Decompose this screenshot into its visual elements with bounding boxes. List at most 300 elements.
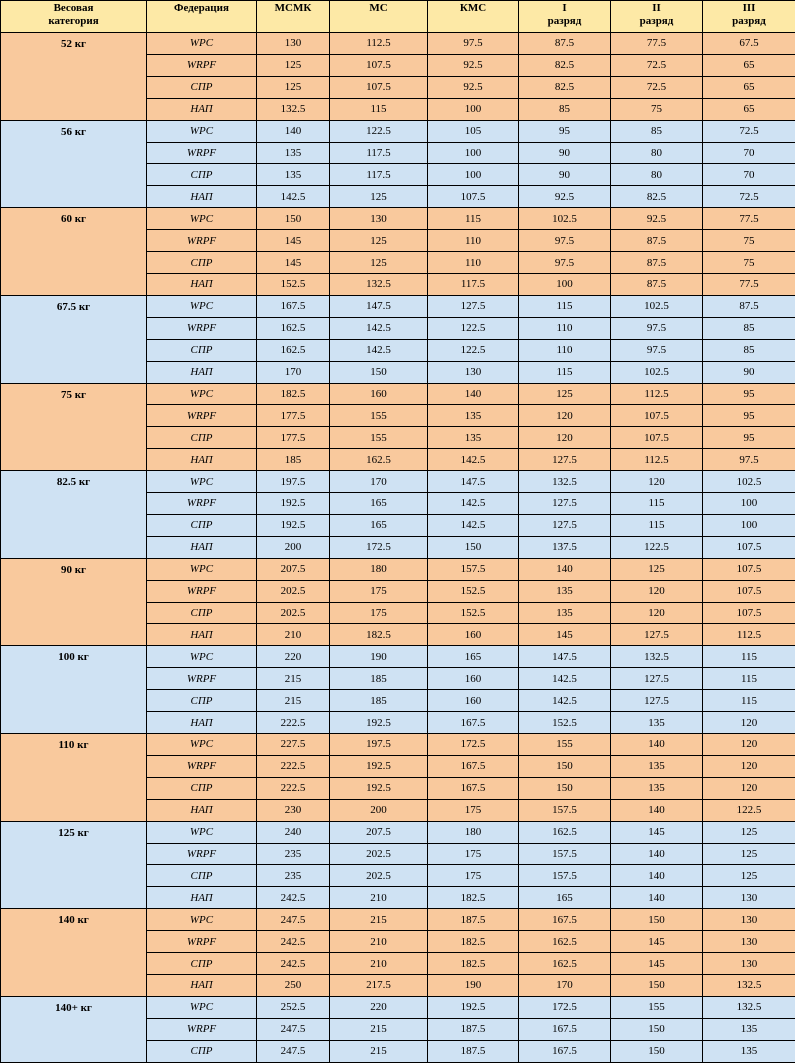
value-cell: 145	[611, 821, 703, 843]
federation-cell: НАП	[147, 361, 257, 383]
value-cell: 125	[703, 865, 795, 887]
value-cell: 82.5	[611, 186, 703, 208]
value-cell: 172.5	[330, 536, 428, 558]
value-cell: 192.5	[330, 777, 428, 799]
value-cell: 112.5	[611, 383, 703, 405]
value-cell: 77.5	[703, 273, 795, 295]
value-cell: 120	[703, 755, 795, 777]
value-cell: 182.5	[428, 953, 519, 975]
value-cell: 77.5	[703, 208, 795, 230]
weight-category: 90 кг	[1, 558, 147, 646]
value-cell: 215	[330, 1040, 428, 1062]
value-cell: 150	[257, 208, 330, 230]
value-cell: 100	[428, 142, 519, 164]
value-cell: 135	[703, 1040, 795, 1062]
value-cell: 145	[611, 953, 703, 975]
table-body	[1, 33, 795, 1063]
value-cell: 70	[703, 142, 795, 164]
value-cell: 97.5	[611, 339, 703, 361]
value-cell: 107.5	[703, 602, 795, 624]
value-cell: 125	[611, 558, 703, 580]
value-cell: 87.5	[611, 273, 703, 295]
value-cell: 112.5	[330, 33, 428, 55]
federation-cell: НАП	[147, 98, 257, 120]
value-cell: 100	[428, 164, 519, 186]
federation-cell: WRPF	[147, 843, 257, 865]
federation-cell: WPC	[147, 208, 257, 230]
value-cell: 247.5	[257, 1040, 330, 1062]
value-cell: 120	[611, 471, 703, 493]
federation-cell: СПР	[147, 690, 257, 712]
value-cell: 67.5	[703, 33, 795, 55]
value-cell: 122.5	[428, 339, 519, 361]
value-cell: 180	[428, 821, 519, 843]
value-cell: 110	[519, 317, 611, 339]
value-cell: 107.5	[330, 54, 428, 76]
federation-cell: НАП	[147, 186, 257, 208]
federation-cell: WRPF	[147, 668, 257, 690]
federation-cell: СПР	[147, 76, 257, 98]
value-cell: 100	[428, 98, 519, 120]
federation-cell: WPC	[147, 821, 257, 843]
value-cell: 185	[257, 449, 330, 471]
weight-category: 100 кг	[1, 646, 147, 734]
value-cell: 170	[330, 471, 428, 493]
value-cell: 182.5	[330, 624, 428, 646]
value-cell: 150	[330, 361, 428, 383]
value-cell: 167.5	[428, 777, 519, 799]
value-cell: 147.5	[330, 295, 428, 317]
value-cell: 210	[330, 931, 428, 953]
value-cell: 135	[257, 164, 330, 186]
value-cell: 140	[611, 734, 703, 756]
value-cell: 162.5	[519, 931, 611, 953]
value-cell: 65	[703, 54, 795, 76]
value-cell: 115	[703, 668, 795, 690]
federation-cell: WRPF	[147, 931, 257, 953]
value-cell: 187.5	[428, 1018, 519, 1040]
value-cell: 165	[330, 514, 428, 536]
value-cell: 82.5	[519, 76, 611, 98]
value-cell: 115	[519, 361, 611, 383]
value-cell: 125	[519, 383, 611, 405]
value-cell: 222.5	[257, 755, 330, 777]
value-cell: 200	[330, 799, 428, 821]
federation-cell: СПР	[147, 602, 257, 624]
value-cell: 157.5	[519, 799, 611, 821]
value-cell: 157.5	[428, 558, 519, 580]
value-cell: 92.5	[519, 186, 611, 208]
value-cell: 182.5	[428, 887, 519, 909]
header-msmk: МСМК	[257, 1, 330, 33]
value-cell: 115	[611, 493, 703, 515]
value-cell: 95	[519, 120, 611, 142]
value-cell: 152.5	[519, 712, 611, 734]
value-cell: 165	[330, 493, 428, 515]
federation-cell: СПР	[147, 252, 257, 274]
federation-cell: СПР	[147, 777, 257, 799]
federation-cell: СПР	[147, 953, 257, 975]
federation-cell: НАП	[147, 449, 257, 471]
value-cell: 140	[519, 558, 611, 580]
value-cell: 115	[330, 98, 428, 120]
value-cell: 157.5	[519, 843, 611, 865]
value-cell: 185	[330, 690, 428, 712]
value-cell: 100	[703, 493, 795, 515]
value-cell: 202.5	[330, 843, 428, 865]
value-cell: 85	[519, 98, 611, 120]
value-cell: 107.5	[611, 427, 703, 449]
value-cell: 75	[703, 230, 795, 252]
header-rank-1: I разряд	[519, 1, 611, 33]
value-cell: 135	[428, 405, 519, 427]
value-cell: 137.5	[519, 536, 611, 558]
value-cell: 92.5	[611, 208, 703, 230]
value-cell: 72.5	[611, 76, 703, 98]
value-cell: 170	[519, 974, 611, 996]
value-cell: 142.5	[428, 449, 519, 471]
table-row	[1, 996, 795, 1018]
value-cell: 130	[257, 33, 330, 55]
value-cell: 157.5	[519, 865, 611, 887]
value-cell: 140	[611, 887, 703, 909]
value-cell: 167.5	[519, 1040, 611, 1062]
value-cell: 122.5	[703, 799, 795, 821]
value-cell: 65	[703, 76, 795, 98]
value-cell: 180	[330, 558, 428, 580]
header-rank-2: II разряд	[611, 1, 703, 33]
value-cell: 207.5	[330, 821, 428, 843]
value-cell: 95	[703, 405, 795, 427]
value-cell: 132.5	[519, 471, 611, 493]
value-cell: 192.5	[257, 493, 330, 515]
value-cell: 175	[330, 602, 428, 624]
value-cell: 210	[330, 887, 428, 909]
value-cell: 95	[703, 383, 795, 405]
value-cell: 140	[611, 799, 703, 821]
value-cell: 247.5	[257, 909, 330, 931]
value-cell: 217.5	[330, 974, 428, 996]
value-cell: 127.5	[611, 690, 703, 712]
value-cell: 135	[519, 602, 611, 624]
weight-category: 110 кг	[1, 734, 147, 822]
value-cell: 200	[257, 536, 330, 558]
value-cell: 150	[428, 536, 519, 558]
table-row	[1, 471, 795, 493]
value-cell: 167.5	[519, 1018, 611, 1040]
value-cell: 90	[703, 361, 795, 383]
value-cell: 145	[257, 252, 330, 274]
value-cell: 127.5	[611, 668, 703, 690]
value-cell: 242.5	[257, 953, 330, 975]
weight-category: 60 кг	[1, 208, 147, 296]
value-cell: 215	[257, 668, 330, 690]
value-cell: 77.5	[611, 33, 703, 55]
federation-cell: НАП	[147, 974, 257, 996]
value-cell: 135	[611, 755, 703, 777]
value-cell: 85	[703, 339, 795, 361]
value-cell: 127.5	[519, 514, 611, 536]
value-cell: 192.5	[330, 712, 428, 734]
value-cell: 117.5	[428, 273, 519, 295]
value-cell: 127.5	[428, 295, 519, 317]
weight-category: 52 кг	[1, 33, 147, 121]
value-cell: 175	[330, 580, 428, 602]
value-cell: 142.5	[428, 493, 519, 515]
value-cell: 107.5	[703, 558, 795, 580]
value-cell: 72.5	[703, 120, 795, 142]
federation-cell: СПР	[147, 865, 257, 887]
value-cell: 85	[703, 317, 795, 339]
value-cell: 115	[519, 295, 611, 317]
value-cell: 125	[257, 54, 330, 76]
value-cell: 150	[519, 777, 611, 799]
federation-cell: WPC	[147, 120, 257, 142]
value-cell: 187.5	[428, 909, 519, 931]
value-cell: 125	[703, 843, 795, 865]
federation-cell: НАП	[147, 712, 257, 734]
value-cell: 112.5	[611, 449, 703, 471]
value-cell: 115	[428, 208, 519, 230]
value-cell: 80	[611, 142, 703, 164]
value-cell: 162.5	[519, 953, 611, 975]
value-cell: 160	[428, 690, 519, 712]
value-cell: 222.5	[257, 777, 330, 799]
value-cell: 107.5	[611, 405, 703, 427]
value-cell: 145	[611, 931, 703, 953]
value-cell: 72.5	[611, 54, 703, 76]
value-cell: 197.5	[330, 734, 428, 756]
federation-cell: WRPF	[147, 54, 257, 76]
federation-cell: НАП	[147, 887, 257, 909]
value-cell: 132.5	[611, 646, 703, 668]
value-cell: 92.5	[428, 76, 519, 98]
table-row	[1, 909, 795, 931]
value-cell: 135	[611, 712, 703, 734]
value-cell: 235	[257, 865, 330, 887]
value-cell: 247.5	[257, 1018, 330, 1040]
value-cell: 90	[519, 142, 611, 164]
value-cell: 167.5	[257, 295, 330, 317]
header-kms: КМС	[428, 1, 519, 33]
federation-cell: WRPF	[147, 142, 257, 164]
value-cell: 115	[703, 646, 795, 668]
value-cell: 115	[611, 514, 703, 536]
value-cell: 142.5	[519, 690, 611, 712]
value-cell: 97.5	[611, 317, 703, 339]
header-federation: Федерация	[147, 1, 257, 33]
weight-category: 140+ кг	[1, 996, 147, 1062]
value-cell: 155	[519, 734, 611, 756]
value-cell: 177.5	[257, 405, 330, 427]
value-cell: 165	[428, 646, 519, 668]
value-cell: 105	[428, 120, 519, 142]
value-cell: 125	[330, 186, 428, 208]
federation-cell: СПР	[147, 339, 257, 361]
value-cell: 140	[428, 383, 519, 405]
federation-cell: WPC	[147, 471, 257, 493]
value-cell: 210	[257, 624, 330, 646]
value-cell: 152.5	[428, 580, 519, 602]
value-cell: 75	[611, 98, 703, 120]
value-cell: 162.5	[257, 317, 330, 339]
federation-cell: НАП	[147, 273, 257, 295]
value-cell: 127.5	[519, 493, 611, 515]
value-cell: 155	[611, 996, 703, 1018]
value-cell: 147.5	[519, 646, 611, 668]
value-cell: 135	[519, 580, 611, 602]
weight-category: 56 кг	[1, 120, 147, 208]
value-cell: 147.5	[428, 471, 519, 493]
value-cell: 192.5	[257, 514, 330, 536]
value-cell: 142.5	[257, 186, 330, 208]
table-row	[1, 821, 795, 843]
value-cell: 215	[330, 909, 428, 931]
table-row	[1, 646, 795, 668]
value-cell: 167.5	[428, 755, 519, 777]
value-cell: 150	[611, 909, 703, 931]
federation-cell: СПР	[147, 1040, 257, 1062]
value-cell: 100	[519, 273, 611, 295]
value-cell: 97.5	[703, 449, 795, 471]
value-cell: 210	[330, 953, 428, 975]
value-cell: 127.5	[611, 624, 703, 646]
value-cell: 162.5	[519, 821, 611, 843]
value-cell: 92.5	[428, 54, 519, 76]
table-row	[1, 120, 795, 142]
table-row	[1, 295, 795, 317]
value-cell: 160	[330, 383, 428, 405]
value-cell: 145	[519, 624, 611, 646]
value-cell: 130	[703, 931, 795, 953]
value-cell: 160	[428, 624, 519, 646]
value-cell: 167.5	[519, 909, 611, 931]
value-cell: 150	[611, 974, 703, 996]
value-cell: 130	[703, 909, 795, 931]
table-row	[1, 734, 795, 756]
value-cell: 150	[519, 755, 611, 777]
value-cell: 207.5	[257, 558, 330, 580]
value-cell: 120	[519, 405, 611, 427]
value-cell: 110	[428, 252, 519, 274]
value-cell: 130	[330, 208, 428, 230]
value-cell: 130	[703, 887, 795, 909]
table-header	[1, 1, 795, 33]
value-cell: 122.5	[611, 536, 703, 558]
value-cell: 170	[257, 361, 330, 383]
value-cell: 82.5	[519, 54, 611, 76]
value-cell: 142.5	[428, 514, 519, 536]
value-cell: 110	[428, 230, 519, 252]
table-row	[1, 558, 795, 580]
value-cell: 167.5	[428, 712, 519, 734]
value-cell: 102.5	[611, 295, 703, 317]
value-cell: 202.5	[257, 602, 330, 624]
value-cell: 190	[330, 646, 428, 668]
value-cell: 132.5	[703, 974, 795, 996]
value-cell: 125	[330, 230, 428, 252]
value-cell: 102.5	[611, 361, 703, 383]
value-cell: 130	[703, 953, 795, 975]
header-category: Весовая категория	[1, 1, 147, 33]
value-cell: 172.5	[428, 734, 519, 756]
federation-cell: WPC	[147, 383, 257, 405]
weight-category: 67.5 кг	[1, 295, 147, 383]
value-cell: 177.5	[257, 427, 330, 449]
weight-category: 75 кг	[1, 383, 147, 471]
value-cell: 107.5	[428, 186, 519, 208]
value-cell: 175	[428, 843, 519, 865]
value-cell: 202.5	[257, 580, 330, 602]
value-cell: 135	[428, 427, 519, 449]
value-cell: 222.5	[257, 712, 330, 734]
value-cell: 230	[257, 799, 330, 821]
value-cell: 192.5	[428, 996, 519, 1018]
federation-cell: WPC	[147, 558, 257, 580]
value-cell: 155	[330, 427, 428, 449]
value-cell: 220	[257, 646, 330, 668]
weight-category: 125 кг	[1, 821, 147, 909]
table-row	[1, 33, 795, 55]
value-cell: 117.5	[330, 164, 428, 186]
value-cell: 152.5	[257, 273, 330, 295]
value-cell: 185	[330, 668, 428, 690]
value-cell: 190	[428, 974, 519, 996]
weight-category: 82.5 кг	[1, 471, 147, 559]
federation-cell: СПР	[147, 427, 257, 449]
value-cell: 252.5	[257, 996, 330, 1018]
value-cell: 72.5	[703, 186, 795, 208]
federation-cell: WPC	[147, 295, 257, 317]
table-row	[1, 208, 795, 230]
value-cell: 85	[611, 120, 703, 142]
value-cell: 122.5	[330, 120, 428, 142]
value-cell: 145	[257, 230, 330, 252]
header-rank-3: III разряд	[703, 1, 795, 33]
value-cell: 115	[703, 690, 795, 712]
value-cell: 102.5	[703, 471, 795, 493]
value-cell: 242.5	[257, 887, 330, 909]
value-cell: 87.5	[611, 252, 703, 274]
federation-cell: WPC	[147, 909, 257, 931]
value-cell: 90	[519, 164, 611, 186]
value-cell: 107.5	[703, 536, 795, 558]
value-cell: 107.5	[703, 580, 795, 602]
value-cell: 140	[611, 865, 703, 887]
value-cell: 120	[611, 602, 703, 624]
value-cell: 120	[611, 580, 703, 602]
value-cell: 110	[519, 339, 611, 361]
value-cell: 95	[703, 427, 795, 449]
table-row	[1, 383, 795, 405]
value-cell: 87.5	[703, 295, 795, 317]
value-cell: 165	[519, 887, 611, 909]
value-cell: 102.5	[519, 208, 611, 230]
value-cell: 250	[257, 974, 330, 996]
federation-cell: WPC	[147, 33, 257, 55]
value-cell: 175	[428, 799, 519, 821]
value-cell: 80	[611, 164, 703, 186]
federation-cell: НАП	[147, 536, 257, 558]
value-cell: 112.5	[703, 624, 795, 646]
federation-cell: WRPF	[147, 230, 257, 252]
value-cell: 175	[428, 865, 519, 887]
value-cell: 192.5	[330, 755, 428, 777]
value-cell: 87.5	[611, 230, 703, 252]
federation-cell: СПР	[147, 514, 257, 536]
value-cell: 120	[703, 734, 795, 756]
value-cell: 182.5	[257, 383, 330, 405]
